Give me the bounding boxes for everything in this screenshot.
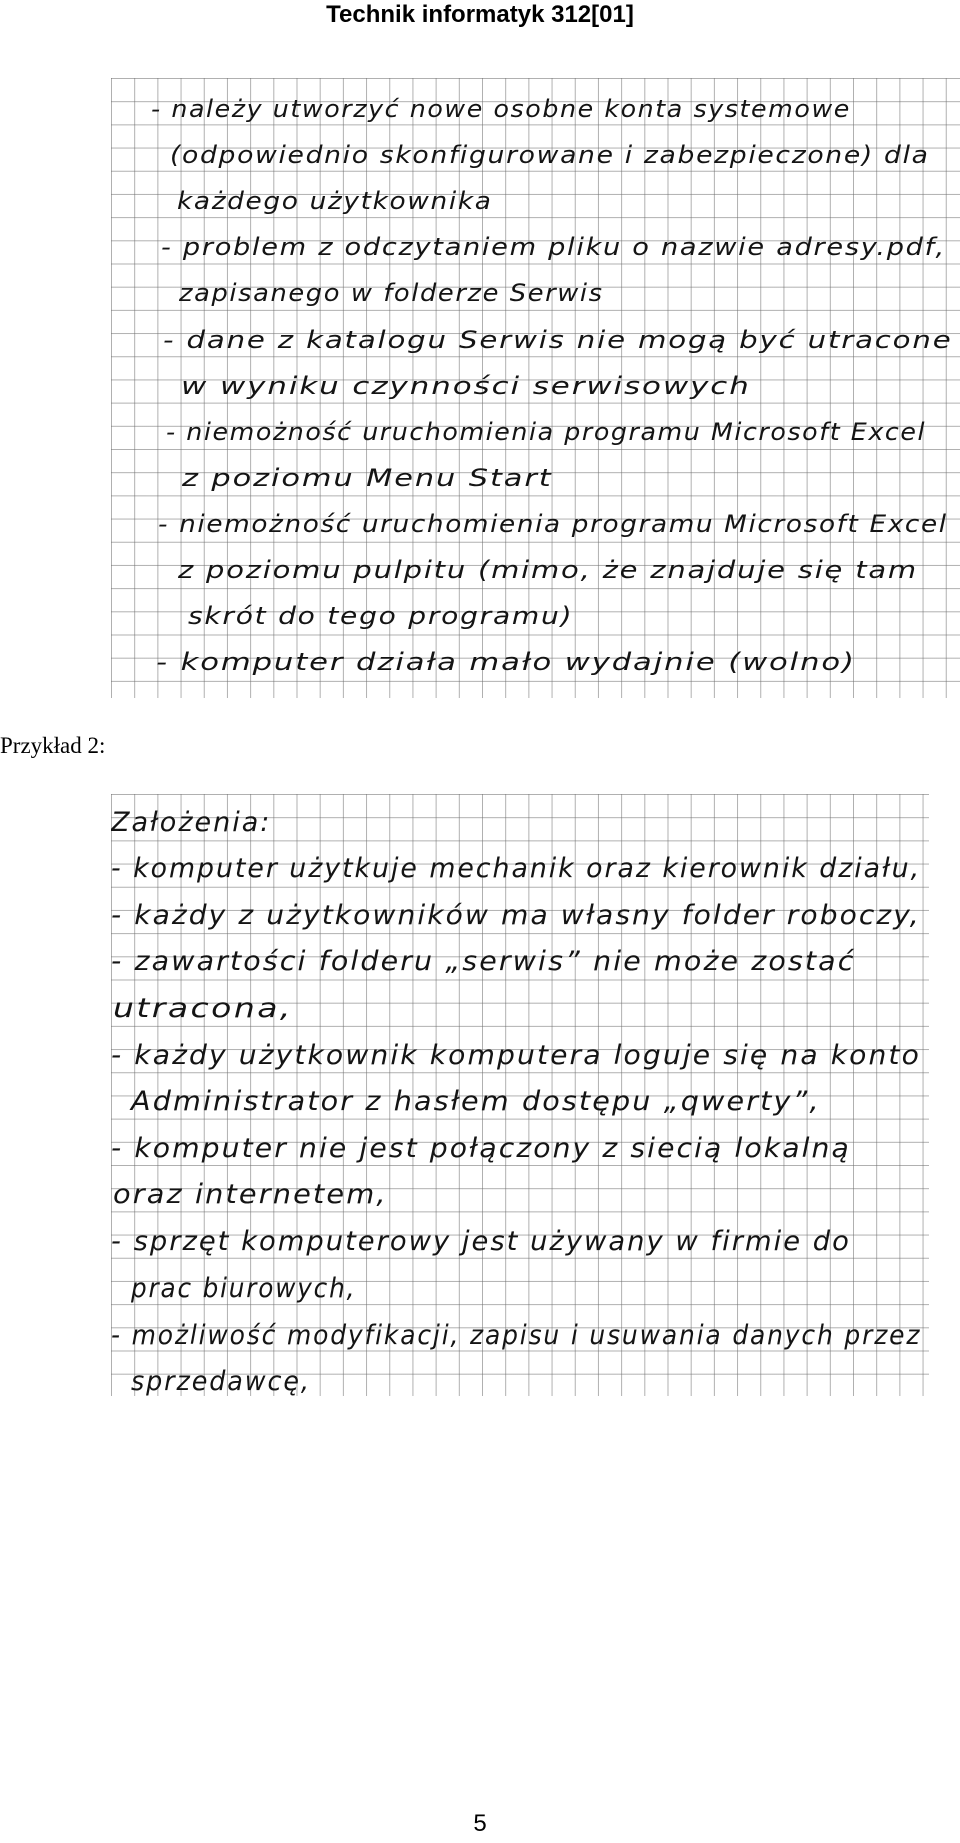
handwritten-line: (odpowiednio skonfigurowane i zabezpieczone) dla — [170, 141, 930, 169]
handwritten-line: w wyniku czynności serwisowych — [181, 372, 751, 400]
handwritten-line: każdego użytkownika — [177, 187, 493, 215]
handwritten-line: - dane z katalogu Serwis nie mogą być utracone — [163, 326, 953, 354]
handwritten-line: - zawartości folderu „serwis” nie może zostać — [111, 946, 856, 977]
handwritten-line: z poziomu pulpitu (mimo, że znajduje się tam — [178, 556, 918, 584]
page-header: Technik informatyk 312[01] — [326, 1, 634, 28]
example-label: Przykład 2: — [0, 733, 106, 758]
handwritten-line: zapisanego w folderze Serwis — [179, 279, 604, 307]
handwritten-line: - sprzęt komputerowy jest używany w firmie do — [111, 1226, 851, 1257]
handwritten-line: - problem z odczytaniem pliku o nazwie adresy.pdf, — [161, 233, 946, 261]
handwritten-line: z poziomu Menu Start — [182, 464, 553, 492]
handwritten-line: Administrator z hasłem dostępu „qwerty”, — [131, 1086, 821, 1117]
handwritten-line: Założenia: — [111, 807, 272, 838]
handwritten-line: - każdy użytkownik komputera loguje się na konto — [111, 1040, 921, 1071]
handwritten-line: skrót do tego programu) — [188, 602, 574, 630]
handwritten-line: prac biurowych, — [131, 1273, 357, 1304]
handwritten-line: - komputer działa mało wydajnie (wolno) — [156, 648, 856, 676]
handwritten-line: - komputer nie jest połączony z siecią lokalną — [111, 1133, 851, 1164]
handwritten-line: - każdy z użytkowników ma własny folder roboczy, — [111, 900, 921, 931]
handwritten-line: - komputer użytkuje mechanik oraz kierownik działu, — [111, 853, 922, 884]
handwritten-line: - możliwość modyfikacji, zapisu i usuwania danych przez — [111, 1320, 922, 1351]
handwritten-line: utracona, — [113, 993, 293, 1024]
handwritten-line: oraz internetem, — [113, 1179, 388, 1210]
handwritten-line: - należy utworzyć nowe osobne konta systemowe — [151, 95, 851, 123]
handwritten-line: - niemożność uruchomienia programu Microsoft Excel — [166, 418, 927, 446]
page-number: 5 — [473, 1810, 487, 1837]
handwritten-line: sprzedawcę, — [131, 1366, 311, 1396]
handwritten-notes-example-2 — [111, 794, 929, 1396]
handwritten-notes-example-1 — [111, 78, 960, 698]
handwritten-line: - niemożność uruchomienia programu Microsoft Excel — [158, 510, 948, 538]
